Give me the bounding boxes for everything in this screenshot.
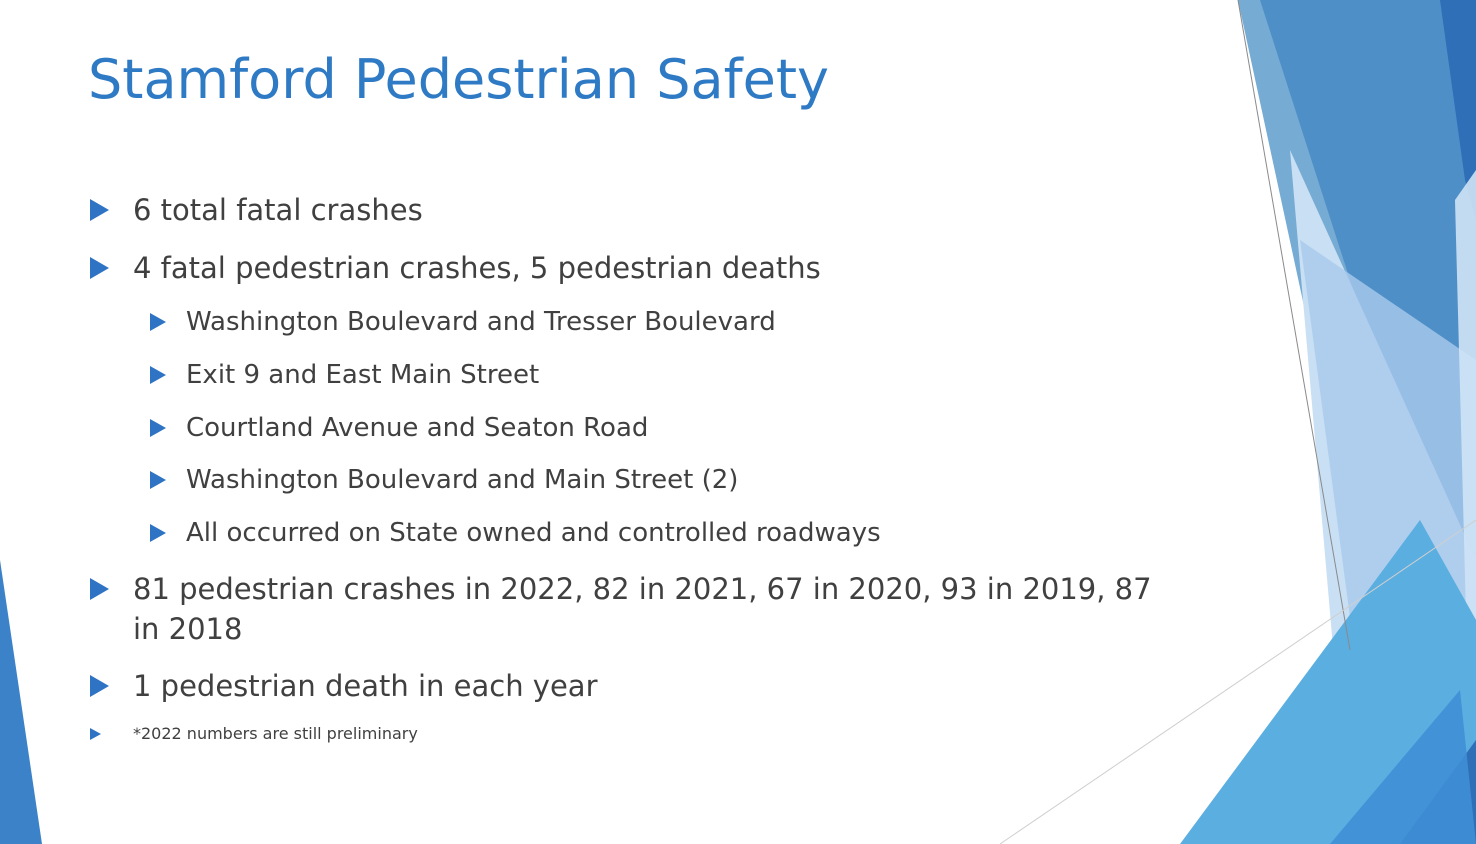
bullet-text: Washington Boulevard and Tresser Boulevard bbox=[186, 307, 776, 337]
bullet-text: 4 fatal pedestrian crashes, 5 pedestrian deaths bbox=[133, 251, 821, 285]
footnote-preliminary bbox=[90, 723, 790, 745]
deco-left-edge bbox=[0, 560, 42, 844]
bullet-text: 1 pedestrian death in each year bbox=[133, 669, 598, 703]
bullet-triangle-icon bbox=[150, 313, 166, 331]
bullet-text: Exit 9 and East Main Street bbox=[186, 360, 540, 390]
bullet-triangle-icon bbox=[150, 524, 166, 542]
footnote-text: *2022 numbers are still preliminary bbox=[133, 724, 418, 743]
sub-bullet-state-roadways bbox=[150, 515, 1150, 551]
bullet-triangle-icon bbox=[90, 257, 109, 279]
bullet-pedestrian-fatal-crashes bbox=[90, 248, 1180, 288]
bullet-text: Washington Boulevard and Main Street (2) bbox=[186, 465, 739, 495]
bullet-text: All occurred on State owned and controlled roadways bbox=[186, 518, 881, 548]
bullet-triangle-icon bbox=[90, 675, 109, 697]
bullet-text: 81 pedestrian crashes in 2022, 82 in 2021, 67 in 2020, 93 in 2019, 87 in 2018 bbox=[133, 572, 1152, 646]
sub-bullet-location-4 bbox=[150, 462, 1150, 498]
bullet-text: 6 total fatal crashes bbox=[133, 193, 423, 227]
bullet-total-fatal-crashes bbox=[90, 190, 1180, 230]
bullet-triangle-icon bbox=[90, 199, 109, 221]
sub-bullet-location-3 bbox=[150, 410, 1150, 446]
slide-title: Stamford Pedestrian Safety bbox=[88, 48, 829, 111]
bullet-yearly-pedestrian-crashes bbox=[90, 569, 1180, 649]
sub-bullet-location-1 bbox=[150, 304, 1150, 340]
sub-bullet-location-2 bbox=[150, 357, 1150, 393]
bullet-triangle-icon bbox=[150, 366, 166, 384]
bullet-triangle-icon bbox=[150, 419, 166, 437]
bullet-triangle-icon bbox=[90, 578, 109, 600]
bullet-triangle-icon bbox=[90, 728, 101, 740]
bullet-yearly-pedestrian-deaths bbox=[90, 666, 1180, 706]
bullet-triangle-icon bbox=[150, 471, 166, 489]
bullet-text: Courtland Avenue and Seaton Road bbox=[186, 413, 649, 443]
